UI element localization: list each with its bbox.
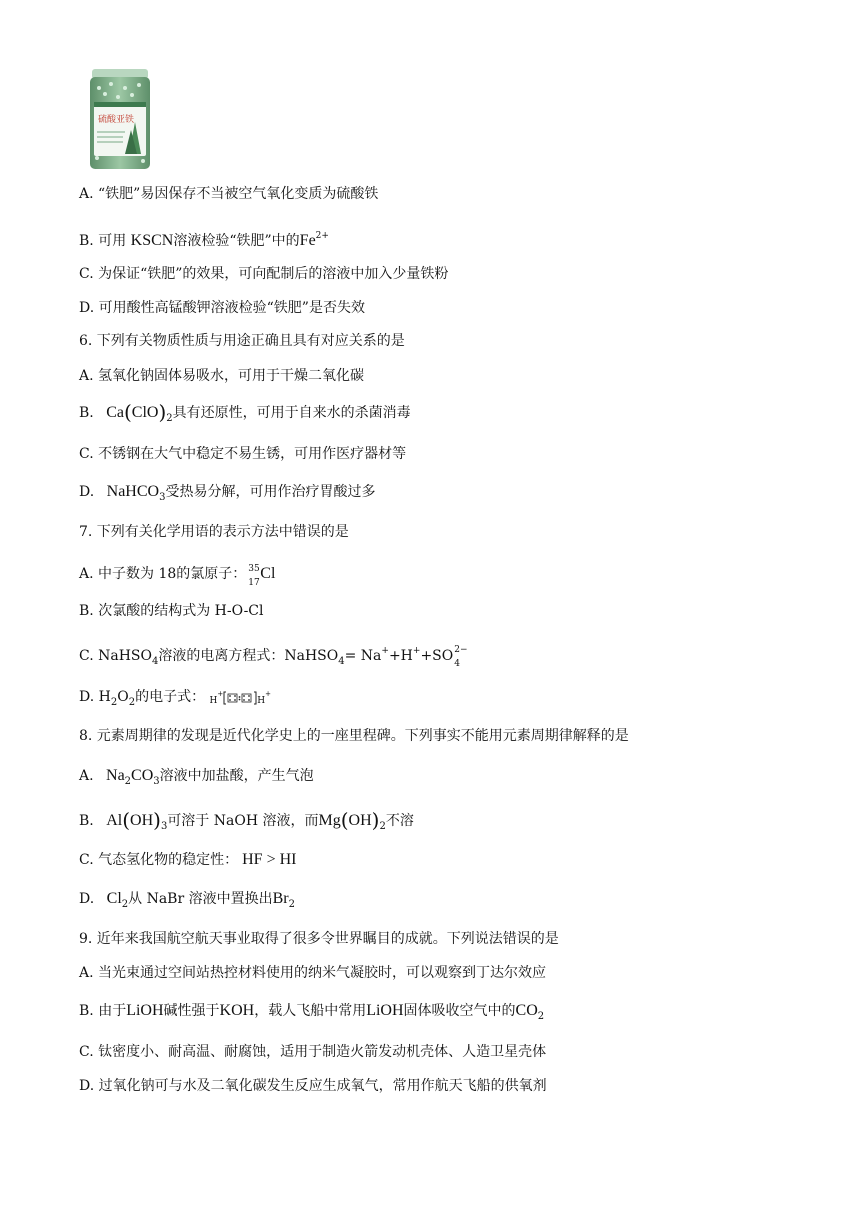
q8-option-a: A. $Na_2CO_3$溶液中加盐酸，产生气泡 xyxy=(79,767,314,787)
q9-option-c: C. 钛密度小、耐高温、耐腐蚀，适用于制造火箭发动机壳体、人造卫星壳体 xyxy=(79,1044,547,1060)
q9-option-d: D. 过氧化钠可与水及二氧化碳发生反应生成氧气，常用作航天飞船的供氧剂 xyxy=(79,1078,547,1094)
q9-stem: 9. 近年来我国航空航天事业取得了很多令世界瞩目的成就。下列说法错误的是 xyxy=(79,931,559,947)
q6-option-b: B. $Ca(ClO)_2$具有还原性，可用于自来水的杀菌消毒 xyxy=(79,400,411,424)
q9-option-b: B. 由于LiOH碱性强于KOH，载人飞船中常用LiOH固体吸收空气中的$CO_2$ xyxy=(79,1002,545,1022)
bracketed-oxygen-dot-icon xyxy=(223,691,257,705)
q6-stem: 6. 下列有关物质性质与用途正确且具有对应关系的是 xyxy=(79,333,405,349)
q8-option-c: C. 气态氢化物的稳定性： HF > HI xyxy=(79,851,297,868)
q7-option-a: A. 中子数为 18的氯原子： 35 17 Cl xyxy=(79,564,276,588)
ferrous-sulfate-jar-photo xyxy=(85,66,157,174)
q9-option-a: A. 当光束通过空间站热控材料使用的纳米气凝胶时，可以观察到丁达尔效应 xyxy=(79,965,547,981)
jar-label: 硫酸亚铁 xyxy=(97,115,135,125)
q5-option-b: B. 可用 KSCN溶液检验“铁肥”中的$Fe^{2+}$ xyxy=(79,231,329,249)
q8-option-d: D. $Cl_2$从 NaBr 溶液中置换出$Br_2$ xyxy=(79,890,295,910)
q6-option-d: D. NaHCO$_3$受热易分解，可用作治疗胃酸过多 xyxy=(79,483,376,503)
q5-option-d: D. 可用酸性高锰酸钾溶液检验“铁肥”是否失效 xyxy=(79,300,365,316)
q8-option-b: B. $Al(OH)_3$可溶于 NaOH 溶液，而$Mg(OH)_2$不溶 xyxy=(79,808,414,832)
h2o2-electron-formula: H+H+ xyxy=(209,690,271,706)
q7-option-d: D. $H_2O_2$的电子式： H+H+ xyxy=(79,684,271,713)
q5-option-c: C. 为保证“铁肥”的效果，可向配制后的溶液中加入少量铁粉 xyxy=(79,266,449,282)
q6-option-a: A. 氢氧化钠固体易吸水，可用于干燥二氧化碳 xyxy=(79,368,365,384)
q7-option-c: C. NaHSO$_4$溶液的电离方程式：NaHSO$_4$= Na++H++SO 2− 4 xyxy=(79,645,468,669)
q8-stem: 8. 元素周期律的发现是近代化学史上的一座里程碑。下列事实不能用元素周期律解释的是 xyxy=(79,728,629,744)
q7-stem: 7. 下列有关化学用语的表示方法中错误的是 xyxy=(79,524,349,540)
q7-option-b: B. 次氯酸的结构式为 H-O-Cl xyxy=(79,603,264,619)
q5-option-a: A. “铁肥”易因保存不当被空气氧化变质为硫酸铁 xyxy=(79,186,379,202)
q6-option-c: C. 不锈钢在大气中稳定不易生锈，可用作医疗器材等 xyxy=(79,446,407,462)
